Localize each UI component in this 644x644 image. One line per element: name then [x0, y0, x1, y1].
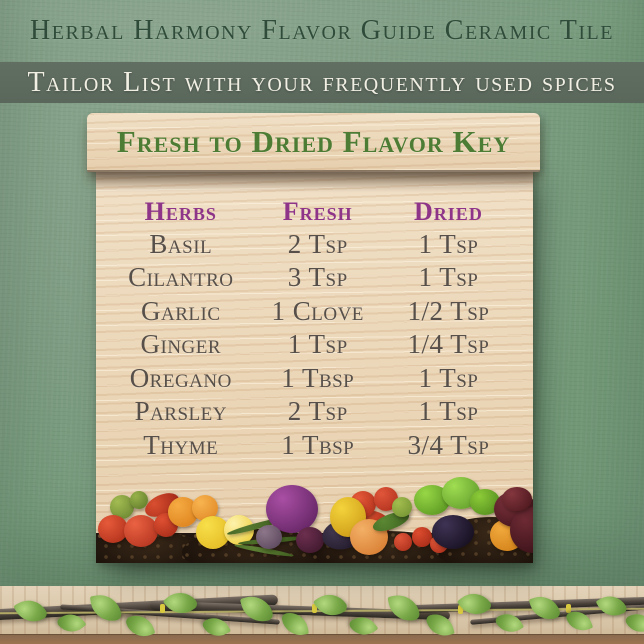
fresh-cell: 1 Tbsp [281, 362, 355, 393]
herb-cell: Parsley [134, 396, 227, 427]
dried-cell: 1/4 Tsp [407, 329, 490, 360]
red-leaf-lettuce-icon [502, 487, 532, 511]
dried-cell: 3/4 Tsp [407, 429, 490, 460]
wood-shelf [0, 586, 644, 644]
cherry-tomato-icon [394, 533, 412, 551]
dried-cell: 1/2 Tsp [407, 295, 490, 326]
column-header-herbs: Herbs [144, 197, 217, 226]
tile-board [96, 160, 533, 563]
tile-header-plank [87, 113, 540, 172]
fresh-cell: 3 Tsp [287, 262, 348, 293]
product-subtitle [0, 62, 644, 103]
fresh-cell: 2 Tsp [287, 396, 348, 427]
fresh-cell: 1 Tsp [287, 329, 348, 360]
dried-cell: 1 Tsp [418, 362, 479, 393]
beet-icon [296, 527, 324, 553]
vegetables-photo [96, 477, 533, 563]
herb-cell: Oregano [129, 362, 232, 393]
dried-cell: 1 Tsp [418, 228, 479, 259]
cherry-tomato-icon [412, 527, 432, 547]
herb-cell: Basil [149, 228, 213, 259]
herb-cell: Garlic [141, 295, 221, 326]
dried-cell: 1 Tsp [418, 396, 479, 427]
product-title: Herbal Harmony Flavor Guide Ceramic Tile [30, 15, 614, 46]
black-eggplant-icon [432, 515, 474, 549]
column-header-fresh: Fresh [282, 197, 353, 226]
herb-cell: Thyme [143, 429, 219, 460]
dried-cell: 1 Tsp [418, 262, 479, 293]
product-subtitle-text: Tailor List with your frequently used spices [27, 66, 617, 98]
column-header-dried: Dried [414, 197, 483, 226]
tomato-icon [124, 515, 158, 547]
ceramic-tile [87, 113, 540, 563]
gray-onion-icon [256, 525, 282, 549]
herb-cell: Cilantro [128, 262, 234, 293]
fresh-cell: 1 Clove [271, 295, 364, 326]
green-tomato-icon [392, 497, 412, 517]
fresh-cell: 2 Tsp [287, 228, 348, 259]
herb-cell: Ginger [140, 329, 222, 360]
tile-title: Fresh to Dried Flavor Key [116, 123, 511, 159]
flavor-key-table [96, 194, 533, 462]
fresh-cell: 1 Tbsp [281, 429, 355, 460]
